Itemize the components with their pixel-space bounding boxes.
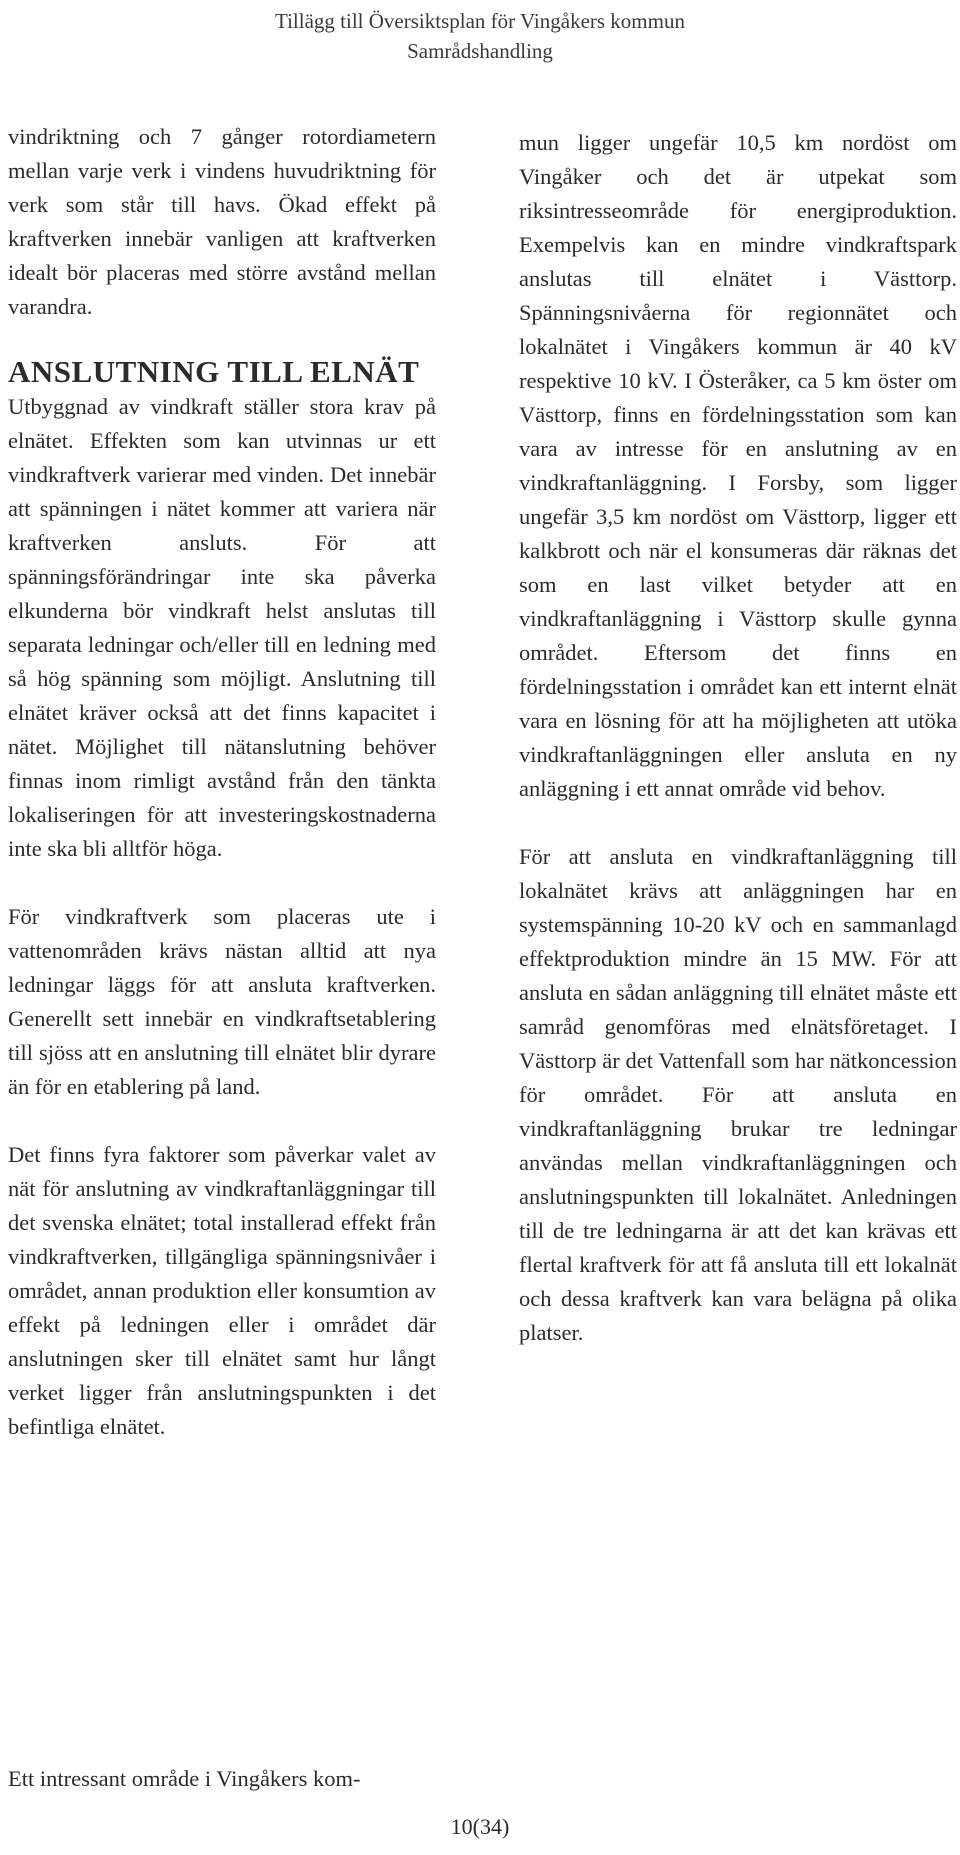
page-number: 10(34) (450, 1814, 510, 1839)
continued-paragraph: Ett intressant område i Vingåkers kom- (8, 1766, 361, 1791)
body-paragraph: För att ansluta en vindkraftanläggning till lokalnätet krävs att anläggningen har en systemspänning 10-20 kV och en sammanlagd effektproduktion mindre än 15 MW. För att ansluta en sådan anläggning till elnätet måste ett samråd genomföras med elnätsföretaget. I Västtorp är det Vattenfall som har nätkoncession för området. För att ansluta en vindkraftanläggning brukar tre ledningar användas mellan vindkraftanläggningen och anslutningspunkten till lokalnätet. Anledningen till de tre ledningarna är att det kan krävas ett flertal kraftverk för att få ansluta till ett lokalnät och dessa kraftverk kan vara belägna på olika platser. (519, 844, 957, 1345)
right-column (519, 126, 957, 1350)
document-title: Tillägg till Översiktsplan för Vingåkers kommun (275, 9, 685, 33)
document-subtitle: Samrådshandling (407, 39, 553, 63)
intro-paragraph: vindriktning och 7 gånger rotordiametern mellan varje verk i vindens huvudriktning för verk som står till havs. Ökad effekt på kraftverken innebär vanligen att kraftverken idealt bör placeras med större avstånd mellan varandra. (8, 124, 436, 319)
body-paragraph: Det finns fyra faktorer som påverkar valet av nät för anslutning av vindkraftanläggningar till det svenska elnätet; total installerad effekt från vindkraftverken, tillgängliga spänningsnivåer i området, annan produktion eller konsumtion av effekt på ledningen eller i området där anslutningen sker till elnätet samt hur långt verket ligger från anslutningspunkten i det befintliga elnätet. (8, 1142, 436, 1439)
body-paragraph: För vindkraftverk som placeras ute i vattenområden krävs nästan alltid att nya ledningar läggs för att ansluta kraftverken. Generellt sett innebär en vindkraftsetablering till sjöss att en anslutning till elnätet blir dyrare än för en etablering på land. (8, 904, 436, 1099)
body-paragraph: Utbyggnad av vindkraft ställer stora krav på elnätet. Effekten som kan utvinnas ur ett vindkraftverk varierar med vinden. Det innebär att spänningen i nätet kommer att variera när kraftverken ansluts. För att spänningsförändringar inte ska påverka elkunderna bör vindkraft helst anslutas till separata ledningar och/eller till en ledning med så hög spänning som möjligt. Anslutning till elnätet kräver också att det finns kapacitet i nätet. Möjlighet till nätanslutning behöver finnas inom rimligt avstånd från den tänkta lokaliseringen för att investeringskostnaderna inte ska bli alltför höga. (8, 394, 436, 861)
body-paragraph: mun ligger ungefär 10,5 km nordöst om Vingåker och det är utpekat som riksintresseområde för energiproduktion. Exempelvis kan en mindre vindkraftspark anslutas till elnätet i Västtorp. Spänningsnivåerna för regionnätet och lokalnätet i Vingåkers kommun är 40 kV respektive 10 kV. I Österåker, ca 5 km öster om Västtorp, finns en fördelningsstation som kan vara av intresse för en anslutning av en vindkraftanläggning. I Forsby, som ligger ungefär 3,5 km nordöst om Västtorp, ligger ett kalkbrott och när el konsumeras där räknas det som en last vilket betyder att en vindkraftanläggning i Västtorp skulle gynna området. Eftersom det finns en fördelningsstation i området kan ett internt elnät vara en lösning för att ha möjligheten att utöka vindkraftanläggningen eller ansluta en ny anläggning i ett annat område vid behov. (519, 130, 957, 801)
section-heading: ANSLUTNING TILL ELNÄT (8, 354, 420, 389)
document-header (0, 6, 960, 66)
left-column (8, 120, 436, 1444)
